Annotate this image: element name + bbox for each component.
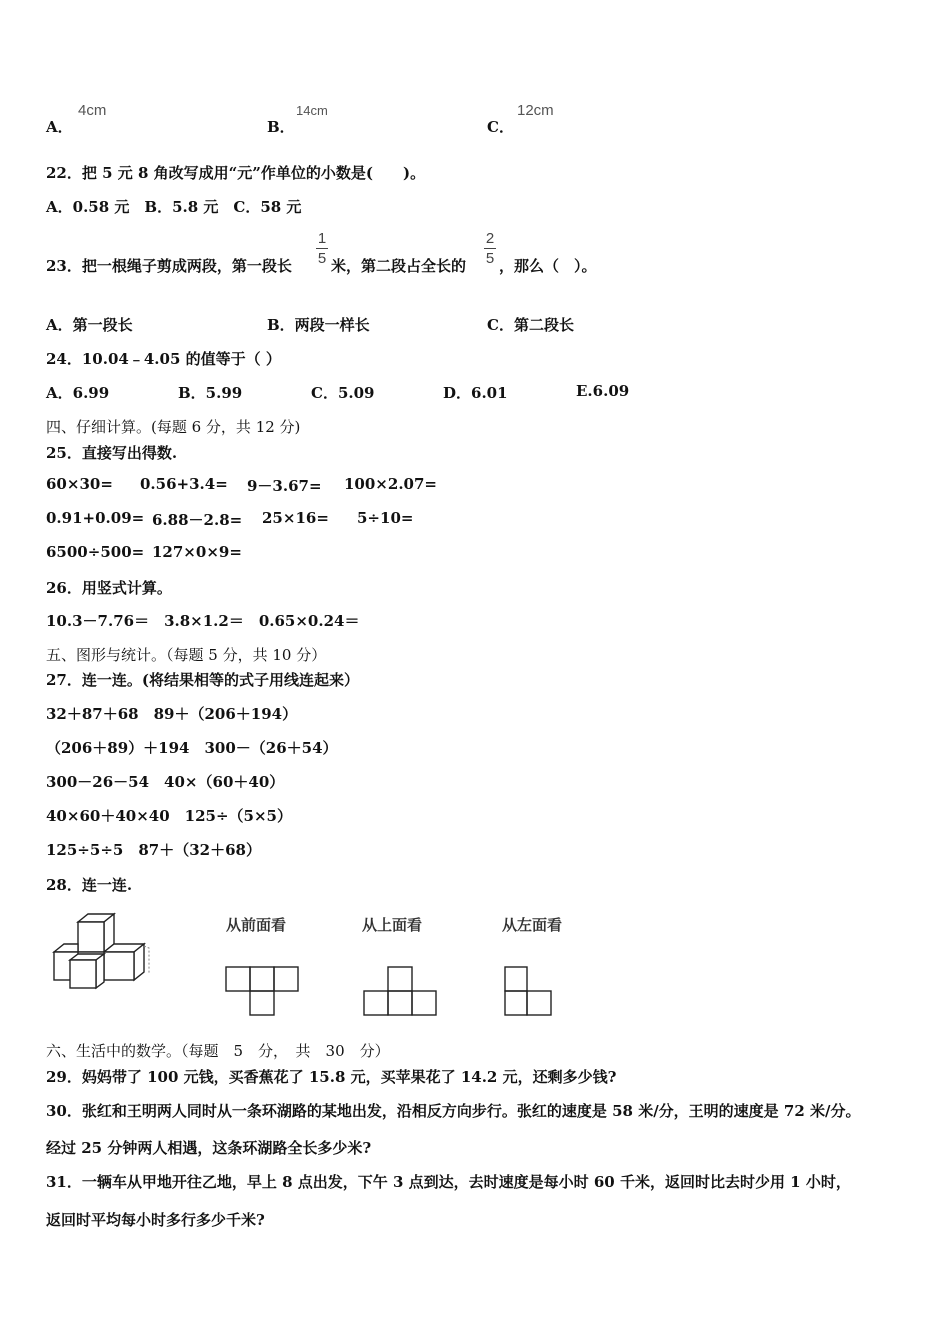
- q24-option-e: E.6.09: [576, 382, 630, 400]
- q31-question-line-1: 31．一辆车从甲地开往乙地，早上 8 点出发，下午 3 点到达，去时速度是每小时 60 千米，返回时比去时少用 1 小时，: [46, 1173, 851, 1191]
- q25-expr-2-1: 0.91+0.09=: [46, 509, 145, 527]
- q27-line-2: （206＋89）＋194 300－（26＋54）: [46, 739, 338, 757]
- q25-expr-1-2: 0.56+3.4=: [140, 475, 228, 493]
- q25-expr-1-4: 100×2.07=: [344, 475, 437, 493]
- q24-option-d: D．6.01: [443, 384, 508, 402]
- q22-question: 22．把 5 元 8 角改写成用“元”作单位的小数是( )。: [46, 164, 426, 182]
- q27-line-5: 125÷5÷5 87＋（32＋68）: [46, 841, 261, 859]
- q29-question: 29．妈妈带了 100 元钱，买香蕉花了 15.8 元，买苹果花了 14.2 元，还剩多少钱?: [46, 1068, 617, 1086]
- q28-view-top-diagram: [362, 965, 440, 1017]
- q23-option-b: B．两段一样长: [267, 316, 370, 334]
- q21-option-b-measure: 14cm: [296, 103, 328, 118]
- q23-fraction-2-denominator: 5: [485, 250, 495, 267]
- q23-option-c: C．第二段长: [487, 316, 574, 334]
- q25-expr-1-3: 9－3.67=: [247, 477, 322, 495]
- q25-expr-2-4: 5÷10=: [357, 509, 414, 527]
- q25-expr-2-3: 25×16=: [262, 509, 329, 527]
- q23-fraction-1: [316, 230, 328, 267]
- front-cube-front-face: [70, 960, 96, 988]
- section-6-heading: 六、生活中的数学。（每题 5 分， 共 30 分）: [46, 1042, 390, 1060]
- q23-fraction-1-numerator: 1: [317, 230, 327, 247]
- q23-fraction-1-denominator: 5: [317, 250, 327, 267]
- q21-option-c-measure: 12cm: [517, 102, 554, 119]
- q27-line-1: 32＋87＋68 89＋（206＋194）: [46, 705, 298, 723]
- q28-view-left-diagram: [503, 965, 557, 1017]
- q22-options: A．0.58 元 B．5.8 元 C．58 元: [46, 198, 302, 216]
- q25-expr-2-2: 6.88－2.8=: [152, 511, 243, 529]
- q26-title: 26．用竖式计算。: [46, 579, 172, 597]
- q23-question-suffix: ，那么（ ）。: [499, 257, 597, 275]
- q27-title: 27．连一连。(将结果相等的式子用线连起来）: [46, 671, 359, 689]
- q25-expr-3-1: 6500÷500=: [46, 543, 145, 561]
- q27-line-3: 300－26－54 40×（60＋40）: [46, 773, 285, 791]
- q25-expr-1-1: 60×30=: [46, 475, 113, 493]
- left-cube-top-face: [54, 944, 78, 952]
- top-cube-front-face: [78, 922, 104, 952]
- view-label-left: 从左面看: [502, 916, 563, 934]
- q31-question-line-2: 返回时平均每小时多行多少千米?: [46, 1211, 265, 1229]
- q26-expressions: 10.3－7.76＝ 3.8×1.2＝ 0.65×0.24＝: [46, 612, 360, 630]
- q30-question-line-1: 30．张红和王明两人同时从一条环湖路的某地出发，沿相反方向步行。张红的速度是 58 米/分，王明的速度是 72 米/分。: [46, 1102, 861, 1120]
- front-cube-side-face: [96, 954, 104, 988]
- q24-option-a: A．6.99: [46, 384, 110, 402]
- q28-view-front-diagram: [224, 965, 302, 1017]
- q25-expr-3-2: 127×0×9=: [152, 543, 242, 561]
- q30-question-line-2: 经过 25 分钟两人相遇，这条环湖路全长多少米?: [46, 1139, 372, 1157]
- q27-line-4: 40×60＋40×40 125÷（5×5）: [46, 807, 292, 825]
- section-4-heading: 四、仔细计算。(每题 6 分，共 12 分): [46, 418, 301, 436]
- q24-option-b: B．5.99: [178, 384, 243, 402]
- q21-option-c-letter: C．: [487, 118, 514, 136]
- q24-option-c: C．5.09: [311, 384, 375, 402]
- faint-hidden-edge: [144, 946, 149, 974]
- q21-option-a-letter: A．: [46, 118, 73, 136]
- q23-question-middle: 米，第二段占全长的: [331, 257, 467, 275]
- q23-question-prefix: 23．把一根绳子剪成两段，第一段长: [46, 257, 292, 275]
- q28-cube-stack-figure: [48, 912, 158, 994]
- q23-fraction-2-bar: [484, 248, 496, 249]
- q23-fraction-2: [484, 230, 496, 267]
- q23-fraction-1-bar: [316, 248, 328, 249]
- view-label-top: 从上面看: [362, 916, 423, 934]
- section-5-heading: 五、图形与统计。（每题 5 分，共 10 分）: [46, 646, 327, 664]
- view-label-front: 从前面看: [226, 916, 287, 934]
- q23-option-a: A．第一段长: [46, 316, 133, 334]
- q25-title: 25．直接写出得数.: [46, 444, 178, 462]
- q24-question: 24．10.04﹣4.05 的值等于（ ）: [46, 350, 281, 368]
- q23-fraction-2-numerator: 2: [485, 230, 495, 247]
- q21-option-a-measure: 4cm: [78, 102, 107, 119]
- q28-title: 28．连一连.: [46, 876, 133, 894]
- q21-option-b-letter: B．: [267, 118, 295, 136]
